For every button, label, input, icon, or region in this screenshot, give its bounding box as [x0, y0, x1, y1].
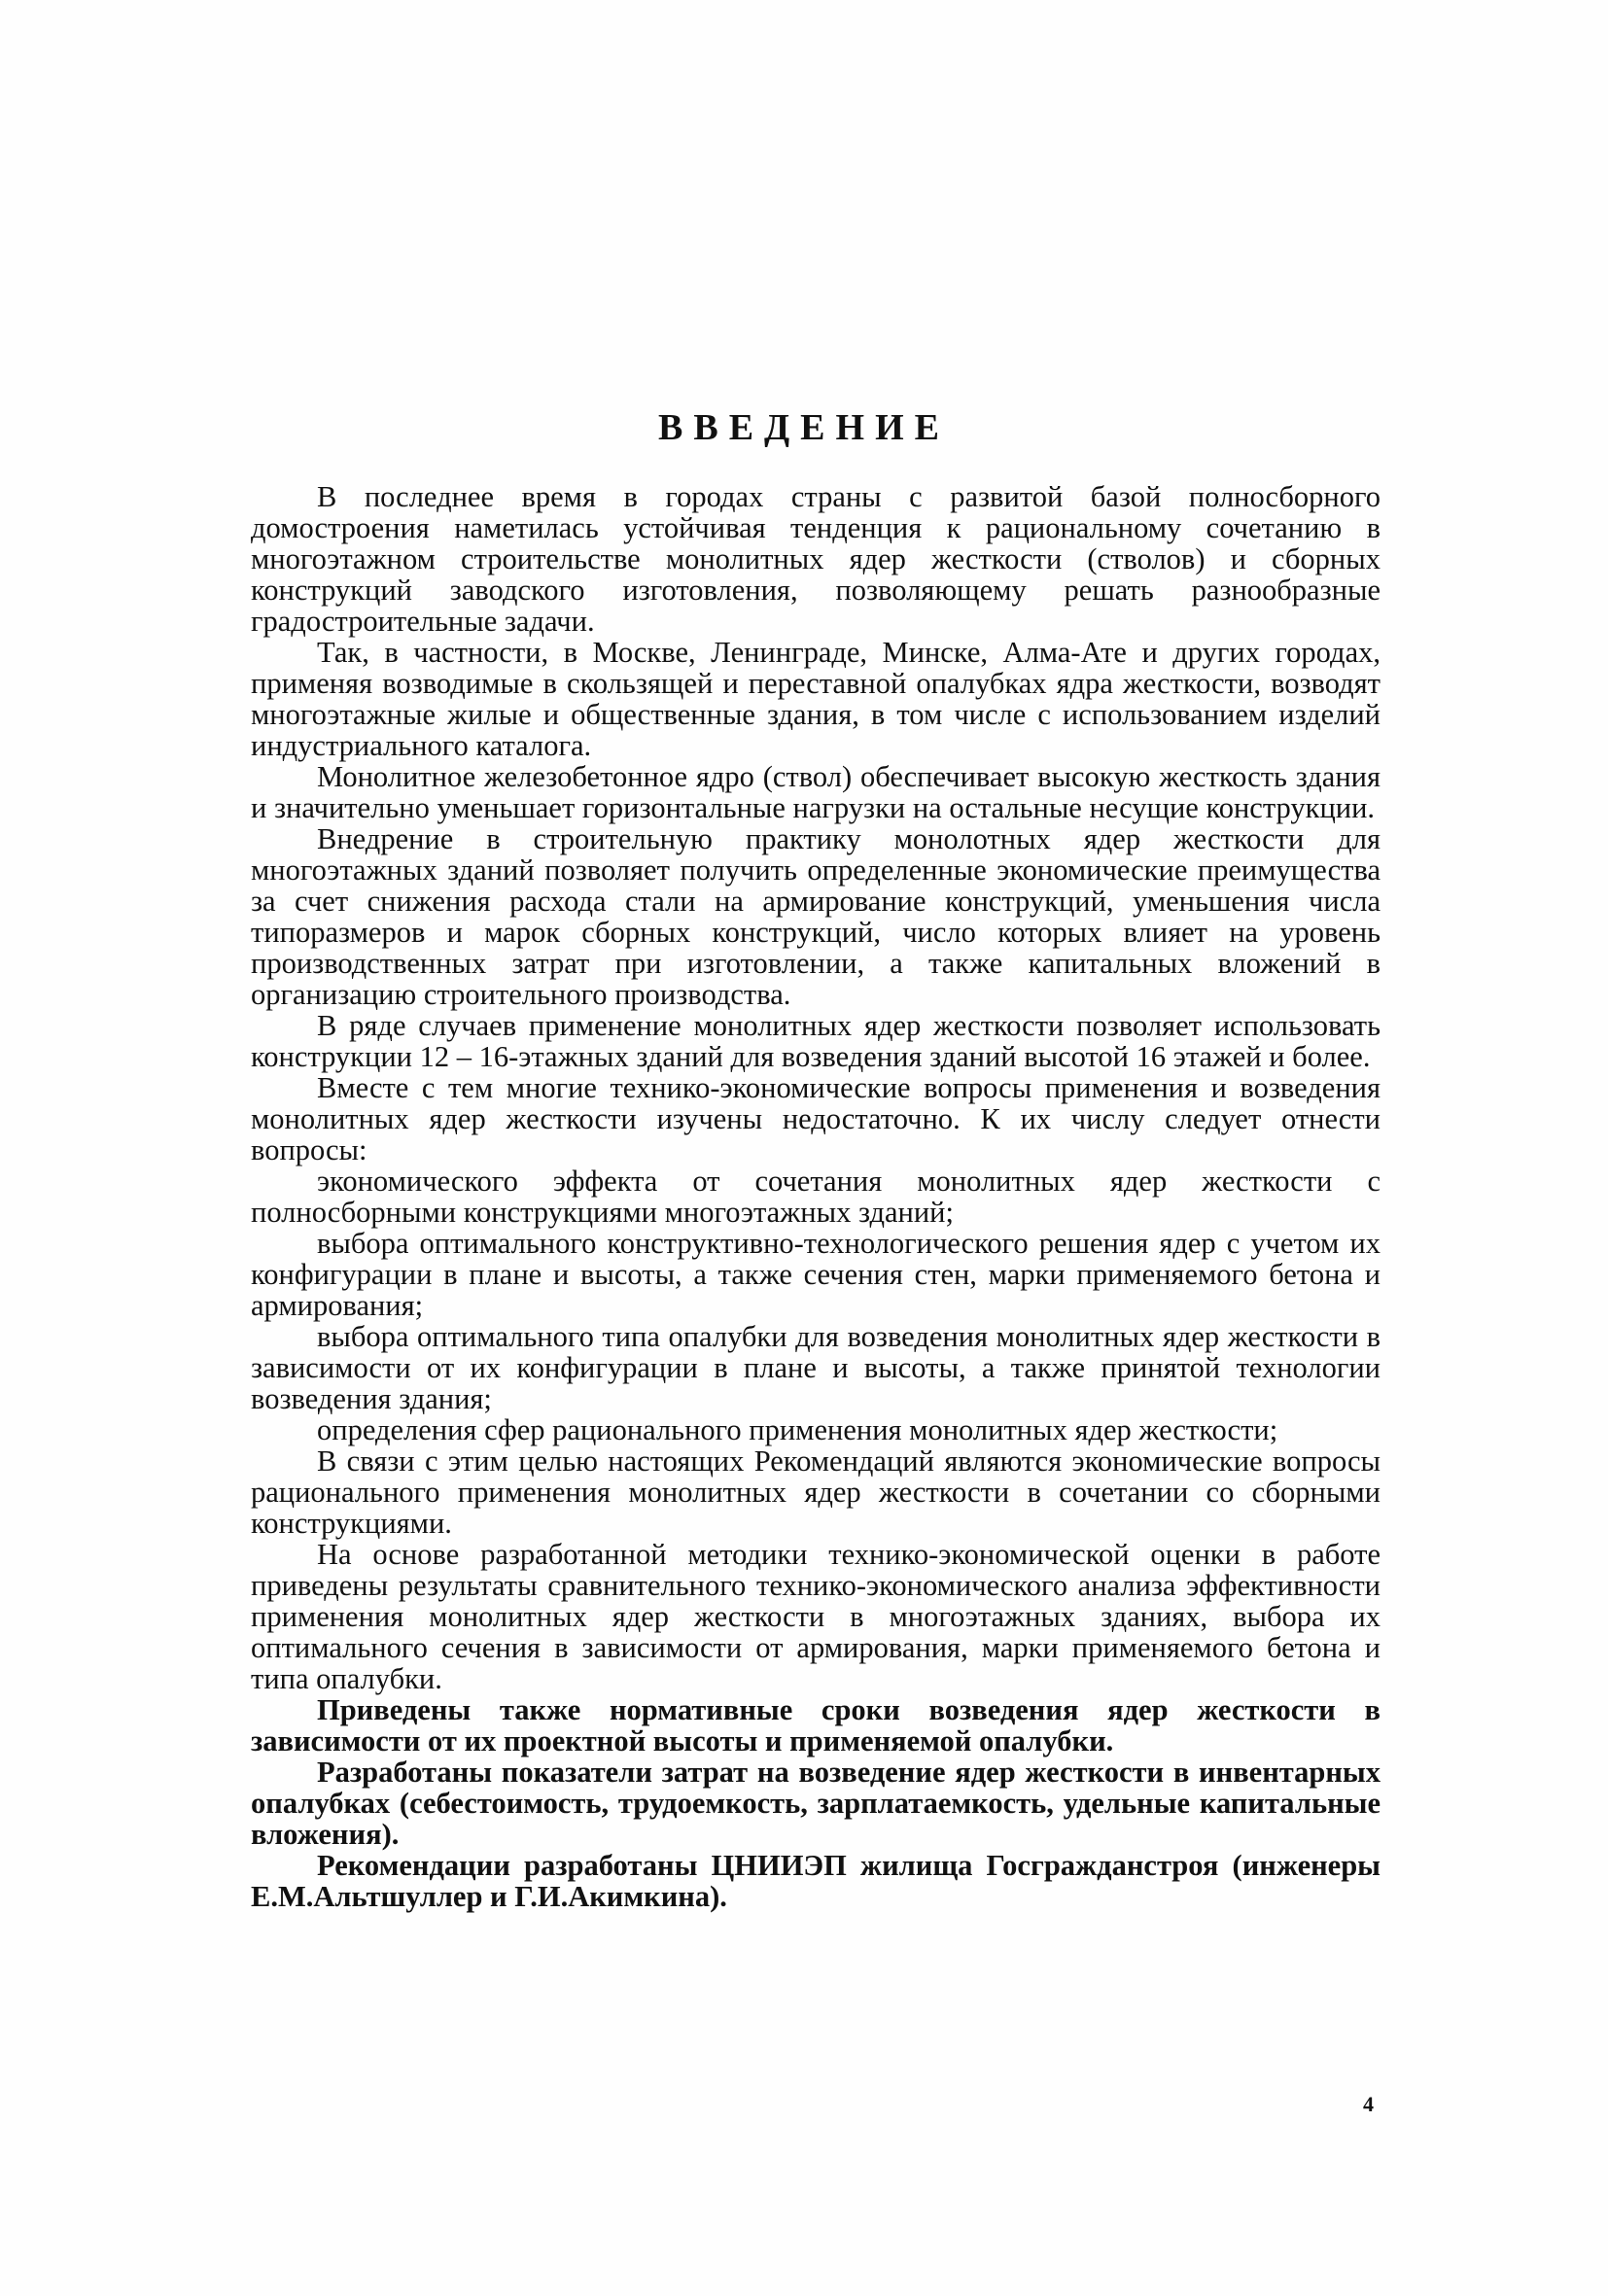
paragraph-authors: Рекомендации разработаны ЦНИИЭП жилища Госгражданстроя (инженеры Е.М.Альтшуллер и Г.И.Акимкина). [251, 1849, 1381, 1913]
paragraph-deadlines: Приведены также нормативные сроки возведения ядер жесткости в зависимости от их проектной высоты и применяемой опалубки. [251, 1693, 1381, 1757]
page-title: ВВЕДЕНИЕ [658, 407, 950, 448]
page-number: 4 [1363, 2092, 1374, 2116]
paragraph-cost-indicators: Разработаны показатели затрат на возведение ядер жесткости в инвентарных опалубках (себестоимость, трудоемкость, зарплатаемкость, удельные капитальные вложения). [251, 1756, 1381, 1851]
list-item-application-scope: определения сфер рационального применения монолитных ядер жесткости; [317, 1413, 1278, 1446]
paragraph-intro: В последнее время в городах страны с развитой базой полносборного домостроения наметилась устойчивая тенденция к рациональному сочетанию в многоэтажном строительстве монолитных ядер жесткости (стволов) и сборных конструкций заводского изготовления, позволяющему решать разнообразные градостроительные задачи. [251, 480, 1381, 638]
body-text [251, 481, 1381, 1912]
paragraph-core-stiffness: Монолитное железобетонное ядро (ствол) обеспечивает высокую жесткость здания и значительно уменьшает горизонтальные нагрузки на остальные несущие конструкции. [251, 760, 1381, 824]
list-item-economic-effect: экономического эффекта от сочетания монолитных ядер жесткости с полносборными конструкциями многоэтажных зданий; [251, 1165, 1381, 1229]
paragraph-implementation: Внедрение в строительную практику монолотных ядер жесткости для многоэтажных зданий позволяет получить определенные экономические преимущества за счет снижения расхода стали на армирование конструкций, уменьшения числа типоразмеров и марок сборных конструкций, число которых влияет на уровень производственных затрат при изготовлении, а также капитальных вложений в организацию строительного производства. [251, 822, 1381, 1011]
paragraph-goal: В связи с этим целью настоящих Рекомендаций являются экономические вопросы рационального применения монолитных ядер жесткости в сочетании со сборными конструкциями. [251, 1444, 1381, 1540]
paragraph-storeys: В ряде случаев применение монолитных ядер жесткости позволяет использовать конструкции 12 – 16-этажных зданий для возведения зданий высотой 16 этажей и более. [251, 1009, 1381, 1073]
list-item-design-choice: выбора оптимального конструктивно-технологического решения ядер с учетом их конфигурации в плане и высоты, а также сечения стен, марки применяемого бетона и армирования; [251, 1227, 1381, 1322]
paragraph-analysis: На основе разработанной методики технико-экономической оценки в работе приведены результаты сравнительного технико-экономического анализа эффективности применения монолитных ядер жесткости в многоэтажных зданиях, выбора их оптимального сечения в зависимости от армирования, марки применяемого бетона и типа опалубки. [251, 1538, 1381, 1695]
list-item-formwork-choice: выбора оптимального типа опалубки для возведения монолитных ядер жесткости в зависимости от их конфигурации в плане и высоты, а также принятой технологии возведения здания; [251, 1320, 1381, 1415]
paragraph-cities: Так, в частности, в Москве, Ленинграде, Минске, Алма-Ате и других городах, применяя возводимые в скользящей и переставной опалубках ядра жесткости, возводят многоэтажные жилые и общественные здания, в том числе с использованием изделий индустриального каталога. [251, 636, 1381, 762]
paragraph-open-questions: Вместе с тем многие технико-экономические вопросы применения и возведения монолитных ядер жесткости изучены недостаточно. К их числу следует отнести вопросы: [251, 1071, 1381, 1166]
